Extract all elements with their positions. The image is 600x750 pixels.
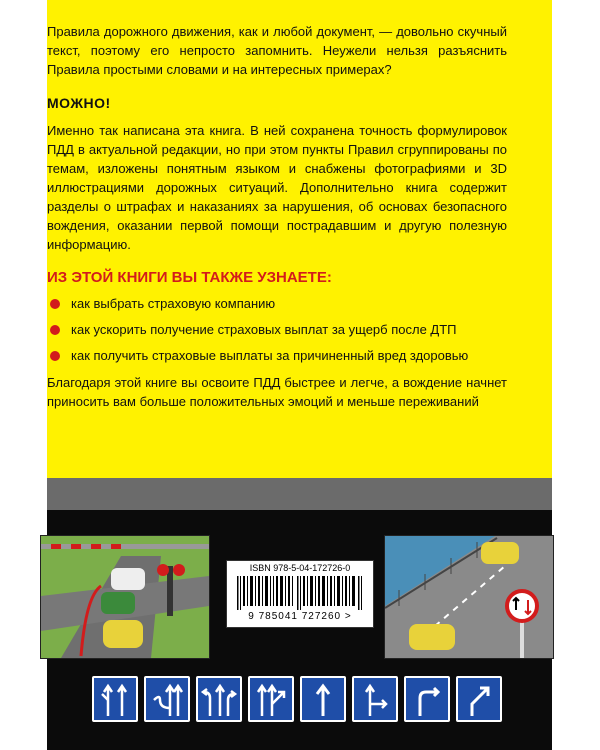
list-item: [47, 347, 517, 373]
list-item: [47, 295, 517, 321]
bullet-icon: [50, 299, 60, 309]
lane-straight-right-turn-icon: [352, 676, 398, 722]
lane-uturn-straight-icon: [144, 676, 190, 722]
bullet-icon: [50, 325, 60, 335]
learn-list: [47, 295, 517, 373]
bullet-icon: [50, 351, 60, 361]
lane-right-turn-icon: [404, 676, 450, 722]
barcode-number: 9 785041 727260 >: [248, 611, 352, 622]
lane-left-straight-right-icon: [196, 676, 242, 722]
list-item-label: как ускорить получение страховых выплат за ущерб после ДТП: [71, 322, 457, 337]
railway-crossing-illustration: [40, 535, 210, 659]
lane-left-straight-icon: [92, 676, 138, 722]
list-item-label: как выбрать страховую компанию: [71, 296, 276, 311]
barcode-bars: [237, 576, 363, 610]
intro-paragraph: Правила дорожного движения, как и любой документ, — довольно скучный текст, поэтому его непросто запомнить. Неужели нельзя разъяснить Правила простыми словами и на интересных примерах?: [47, 24, 507, 77]
closing-paragraph: Благодаря этой книге вы освоите ПДД быстрее и легче, а вождение начнет приносить вам больше положительных эмоций и меньше переживаний: [47, 375, 507, 409]
learn-heading: ИЗ ЭТОЙ КНИГИ ВЫ ТАКЖЕ УЗНАЕТЕ:: [47, 269, 332, 286]
isbn-label: ISBN 978-5-04-172726-0: [249, 563, 351, 573]
lane-straight-right-icon: [248, 676, 294, 722]
description-paragraph: Именно так написана эта книга. В ней сохранена точность формулировок ПДД в актуальной редакции, но при этом пункты Правил сгруппированы по темам, изложены понятным языком и снабжены фотографиями и 3D иллюстрациями дорожных ситуаций. Дополнительно книга содержит разделы о штрафах и наказаниях за нарушения, об основах безопасного вождения, оказании первой помощи пострадавшим и другую полезную информацию.: [47, 123, 507, 252]
gray-stripe: [47, 478, 552, 510]
answer-heading: МОЖНО!: [47, 95, 111, 111]
lane-right-diagonal-icon: [456, 676, 502, 722]
barcode: [226, 560, 374, 628]
lane-straight-icon: [300, 676, 346, 722]
list-item-label: как получить страховые выплаты за причиненный вред здоровью: [71, 348, 469, 363]
embankment-road-illustration: [384, 535, 554, 659]
list-item: [47, 321, 517, 347]
